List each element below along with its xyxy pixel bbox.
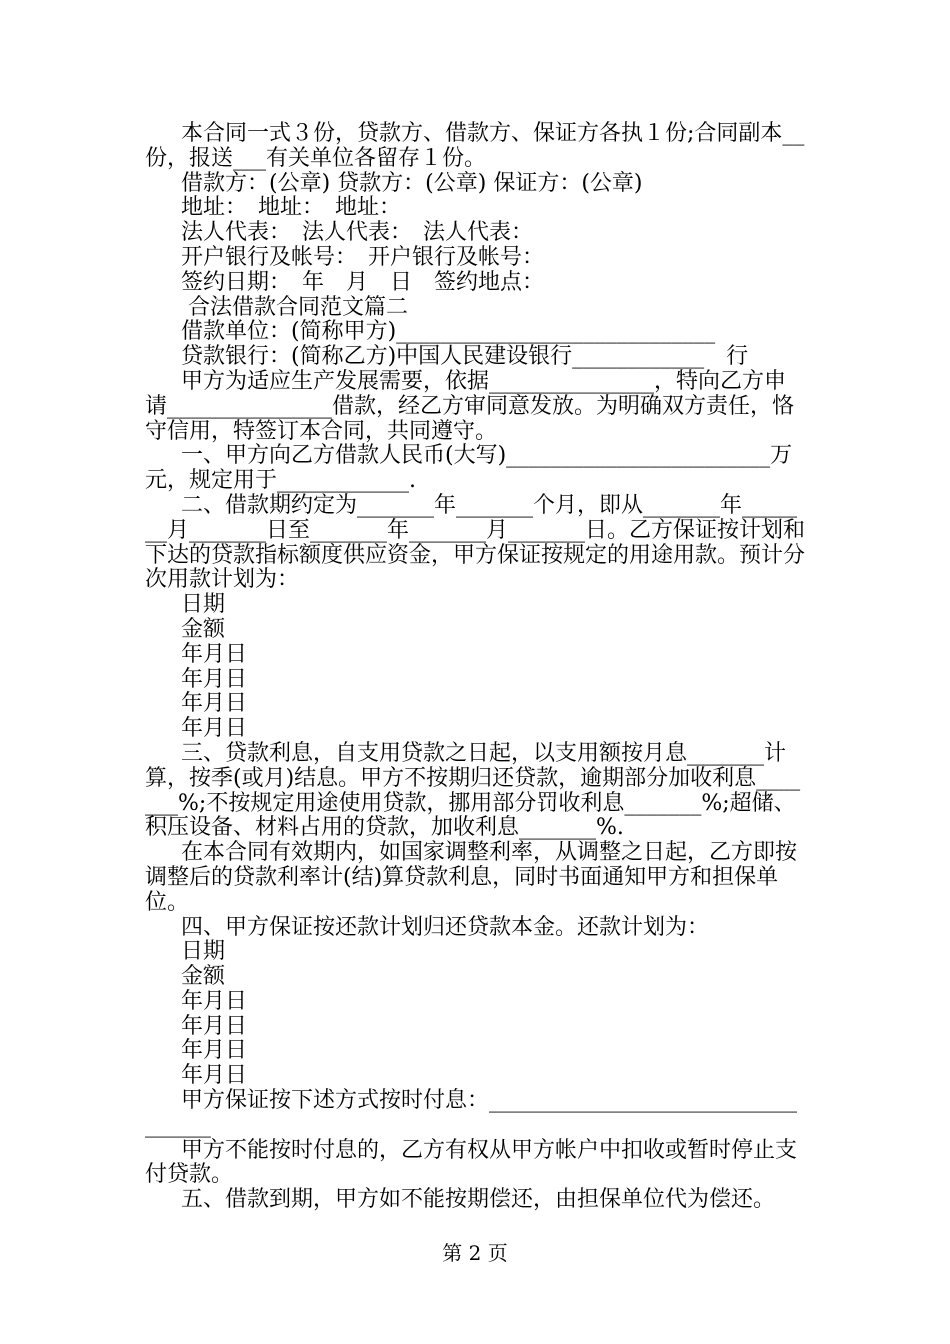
lender-line: 贷款银行：(简称乙方)中国人民建设银行____________ 行 (181, 344, 749, 370)
document-body (145, 122, 805, 1213)
interest-payment-line: 甲方保证按下述方式按时付息：__________________________________ (145, 1088, 798, 1138)
repay-row: 年月日 (181, 1038, 248, 1064)
clause-two: 二、借款期约定为_______年_______个月，即从_______年_______月_______日至_______年_______月_______日。乙方保证按计划和下达的贷款指标额度供应资金，甲方保证按规定的用途用款。预计分次用款计划为： (145, 492, 806, 593)
signature-date-place: 签约日期： 年 月 日 签约地点： (181, 269, 545, 295)
plan-header-amount: 金额 (181, 616, 226, 642)
signature-bank-account: 开户银行及帐号： 开户银行及帐号： (181, 244, 545, 270)
paragraph-rate-adjustment: 在本合同有效期内，如国家调整利率，从调整之日起，乙方即按调整后的贷款利率计(结)算贷款利息，同时书面通知甲方和担保单位。 (145, 840, 798, 915)
repay-row: 年月日 (181, 1063, 248, 1089)
repay-row: 年月日 (181, 1013, 248, 1039)
plan-row: 年月日 (181, 691, 248, 717)
page-number: 第 2 页 (442, 1241, 508, 1265)
repay-row: 年月日 (181, 988, 248, 1014)
clause-four: 四、甲方保证按还款计划归还贷款本金。还款计划为： (181, 914, 710, 940)
paragraph-copies: 本合同一式３份，贷款方、借款方、保证方各执１份;合同副本__份，报送___有关单位各留存１份。 (145, 121, 805, 171)
section-title-contract-two: 合法借款合同范文篇二 (181, 294, 409, 320)
plan-row: 年月日 (181, 716, 248, 742)
borrower-line: 借款单位：(简称甲方)_____________________________ (181, 319, 716, 345)
repay-header-amount: 金额 (181, 964, 226, 990)
plan-row: 年月日 (181, 641, 248, 667)
paragraph-late-interest: 甲方不能按时付息的，乙方有权从甲方帐户中扣收或暂时停止支付贷款。 (145, 1137, 798, 1188)
signature-legal-rep: 法人代表： 法人代表： 法人代表： (181, 220, 534, 246)
paragraph-purpose: 甲方为适应生产发展需要，依据_______________，特向乙方申请_______________借款，经乙方审同意发放。为明确双方责任，恪守信用，特签订本合同，共同遵守。 (145, 368, 795, 444)
signature-parties: 借款方：(公章) 贷款方：(公章) 保证方：(公章) (181, 170, 643, 196)
clause-one: 一、甲方向乙方借款人民币(大写)________________________万元，规定用于____________. (145, 443, 793, 494)
plan-row: 年月日 (181, 666, 248, 692)
clause-three: 三、贷款利息，自支用贷款之日起，以支用额按月息_______计算，按季(或月)结息。甲方不按期归还贷款，逾期部分加收利息_______%;不按规定用途使用贷款，挪用部分罚收利息_______%;超储、积压设备、材料占用的贷款，加收利息_______%. (145, 740, 801, 841)
repay-header-date: 日期 (181, 939, 226, 965)
signature-address: 地址： 地址： 地址： (181, 195, 402, 221)
clause-five: 五、借款到期，甲方如不能按期偿还，由担保单位代为偿还。 (181, 1187, 776, 1213)
plan-header-date: 日期 (181, 592, 226, 618)
